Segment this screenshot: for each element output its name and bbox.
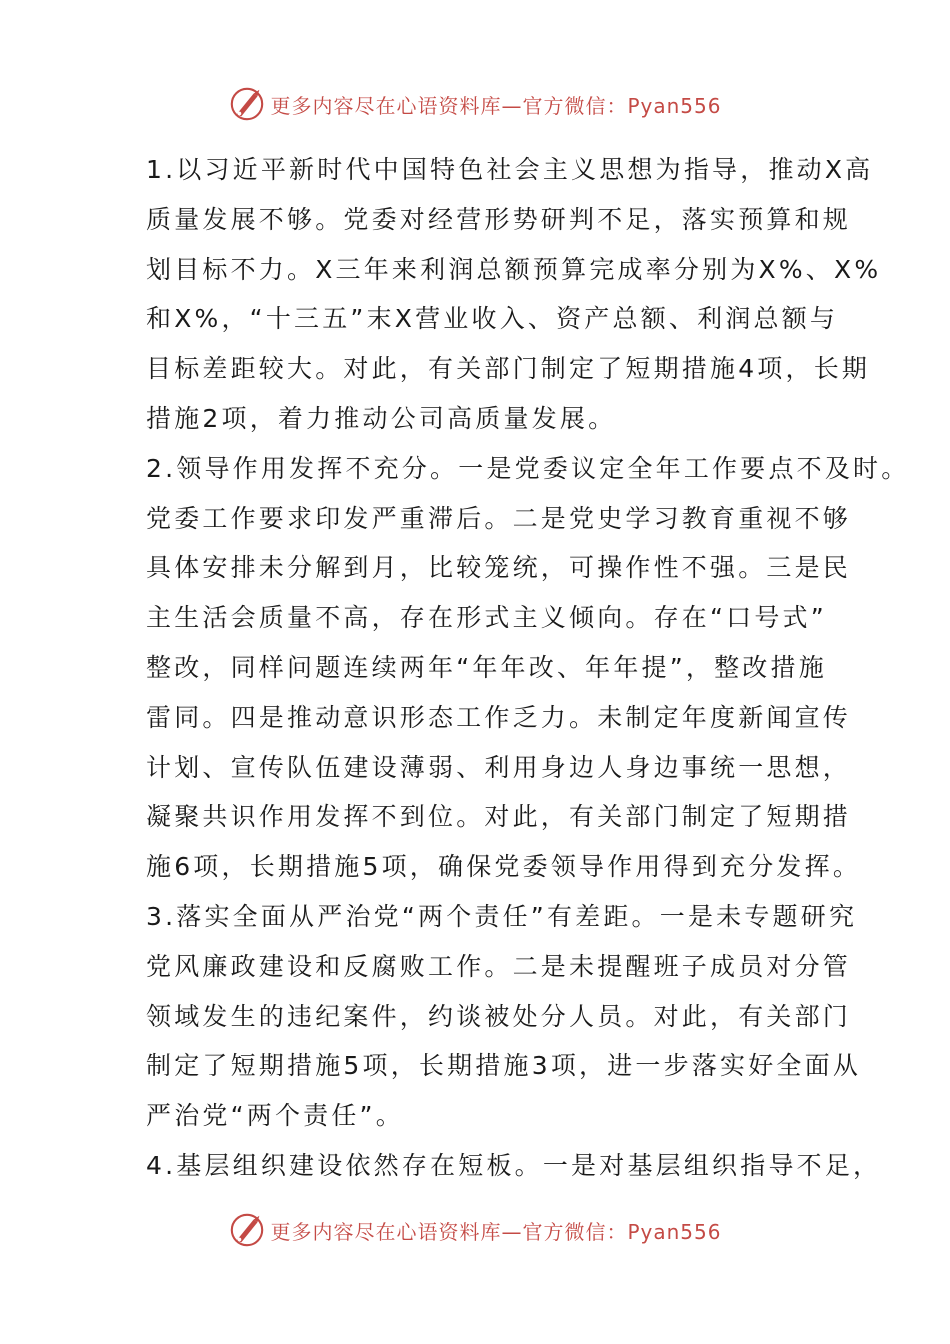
text-line: 制定了短期措施5项，长期措施3项，进一步落实好全面从 <box>146 1051 862 1081</box>
header-watermark-text: 更多内容尽在心语资料库—官方微信：Pyan556 <box>270 93 722 118</box>
text-line: 严治党“两个责任”。 <box>146 1101 404 1131</box>
text-line: 计划、宣传队伍建设薄弱、利用身边人身边事统一思想， <box>146 752 852 782</box>
paragraph-3 <box>146 892 862 1141</box>
footer-watermark-banner <box>0 1208 950 1252</box>
text-line: 划目标不力。X三年来利润总额预算完成率分别为X%、X% <box>146 254 882 284</box>
text-line: 党委工作要求印发严重滞后。二是党史学习教育重视不够 <box>146 503 852 533</box>
text-line: 党风廉政建设和反腐败工作。二是未提醒班子成员对分管 <box>146 951 852 981</box>
quill-pen-icon <box>228 85 266 123</box>
footer-watermark-text: 更多内容尽在心语资料库—官方微信：Pyan556 <box>270 1219 722 1244</box>
text-line: 雷同。四是推动意识形态工作乏力。未制定年度新闻宣传 <box>146 702 852 732</box>
text-line: 目标差距较大。对此，有关部门制定了短期措施4项，长期 <box>146 354 871 384</box>
text-line: 领域发生的违纪案件，约谈被处分人员。对此，有关部门 <box>146 1001 852 1031</box>
text-line: 具体安排未分解到月，比较笼统，可操作性不强。三是民 <box>146 553 852 583</box>
text-line: 施6项，长期措施5项，确保党委领导作用得到充分发挥。 <box>146 852 862 882</box>
quill-pen-icon <box>228 1211 266 1249</box>
paragraph-4 <box>146 1141 882 1191</box>
text-line: 和X%，“十三五”末X营业收入、资产总额、利润总额与 <box>146 304 839 334</box>
paragraph-1 <box>146 145 882 444</box>
paragraph-2 <box>146 444 910 892</box>
header-watermark-banner <box>0 82 950 126</box>
text-line: 1.以习近平新时代中国特色社会主义思想为指导，推动X高 <box>146 155 874 184</box>
text-line: 主生活会质量不高，存在形式主义倾向。存在“口号式” <box>146 603 827 633</box>
text-line: 整改，同样问题连续两年“年年改、年年提”，整改措施 <box>146 652 827 682</box>
text-line: 4.基层组织建设依然存在短板。一是对基层组织指导不足， <box>146 1150 882 1180</box>
text-line: 措施2项，着力推动公司高质量发展。 <box>146 403 617 433</box>
text-line: 2.领导作用发挥不充分。一是党委议定全年工作要点不及时。 <box>146 453 910 483</box>
document-body <box>146 145 910 1191</box>
text-line: 凝聚共识作用发挥不到位。对此，有关部门制定了短期措 <box>146 802 852 832</box>
text-line: 3.落实全面从严治党“两个责任”有差距。一是未专题研究 <box>146 901 858 931</box>
text-line: 质量发展不够。党委对经营形势研判不足，落实预算和规 <box>146 204 852 234</box>
